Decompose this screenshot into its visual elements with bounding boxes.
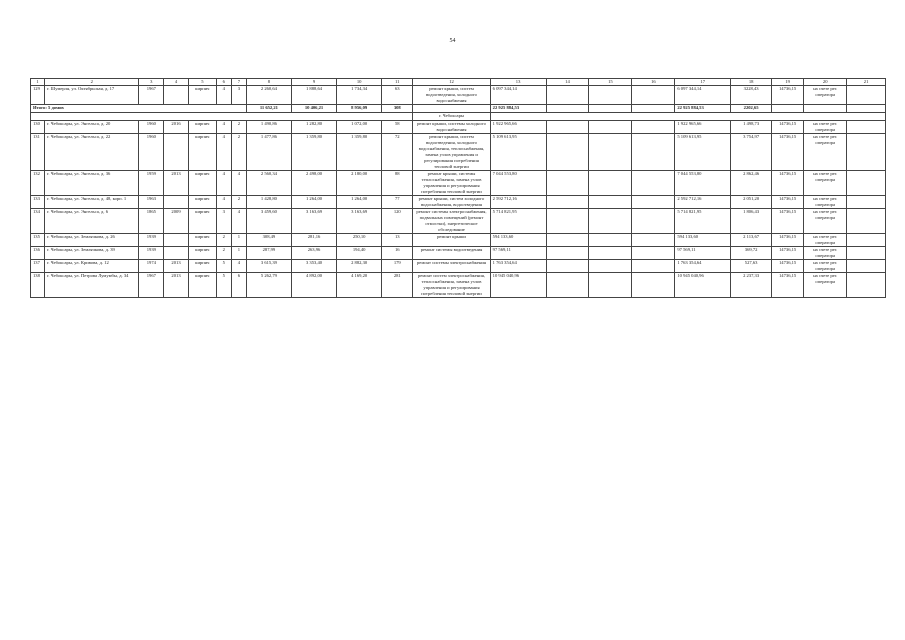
area-private: 194,40 [337,247,382,260]
cost-owners: 5 714 821,95 [675,209,731,234]
limit-cost: 14736,15 [772,273,804,298]
entrances: 2 [231,196,246,209]
limit-cost: 14736,15 [772,247,804,260]
cost-per-m2: 2 113,67 [731,234,772,247]
funding-method: на счете рег. оператора [804,121,847,134]
floors: 4 [216,134,231,171]
area-private: 1 264,00 [337,196,382,209]
table-row-136 [31,247,886,260]
address: г. Чебоксары, ул. Землячкова, д. 26 [44,234,139,247]
cell-14 [546,196,589,209]
area-private: 250,10 [337,234,382,247]
cell-14 [546,247,589,260]
wall-material: кирпич [188,209,216,234]
cell-16 [632,260,675,273]
table-row-135 [31,234,886,247]
column-number: 16 [632,79,675,86]
work-type: ремонт крыши, системы теплоснабжения, замена узлов управления и регулирования потребления тепловой энергии [413,171,490,196]
cost-owners: 2 592 712,16 [675,196,731,209]
entrances: 4 [231,171,246,196]
limit-cost: 14736,15 [772,260,804,273]
cell-16 [632,247,675,260]
address: г. Чебоксары, ул. Энгельса, д. 22 [44,134,139,171]
cost-total: 97 569,11 [490,247,546,260]
cell-16 [632,86,675,105]
work-type: ремонт крыши, систем водоотведения, холодного водоснабжения [413,86,490,105]
limit-cost: 14736,15 [772,234,804,247]
total-area-private: 8 956,09 [337,105,382,113]
entrances: 1 [231,234,246,247]
entrances: 4 [231,260,246,273]
work-type: ремонт систем электроснабжения, теплоснабжения, замена узлов управления и регулирования потребления тепловой энергии [413,273,490,298]
residents: 72 [382,134,413,171]
entrances: 1 [231,247,246,260]
cell-21 [847,196,886,209]
column-number: 12 [413,79,490,86]
year-overhaul: 2013 [164,260,189,273]
cell-14 [546,273,589,298]
table-row-134 [31,209,886,234]
row-number: 132 [31,171,45,196]
cell-15 [589,247,632,260]
area-live: 3 163,69 [291,209,336,234]
year-overhaul: 2009 [164,209,189,234]
wall-material: кирпич [188,247,216,260]
area-live: 1 888,64 [291,86,336,105]
funding-method: на счете рег. оператора [804,134,847,171]
year-built: 1960 [139,134,164,171]
year-overhaul [164,86,189,105]
entrances: 2 [231,121,246,134]
total-residents: 308 [382,105,413,113]
row-number: 135 [31,234,45,247]
area-live: 1 359,80 [291,134,336,171]
area-live: 3 353,40 [291,260,336,273]
city-label: г. Чебоксары [413,113,490,121]
year-overhaul: 2016 [164,121,189,134]
cost-total: 1 763 354,64 [490,260,546,273]
cell-16 [632,121,675,134]
work-type: ремонт системы электроснабжения [413,260,490,273]
address: г. Чебоксары, ул. Энгельса, д. 6 [44,209,139,234]
cost-total: 7 044 553,80 [490,171,546,196]
year-built: 1939 [139,247,164,260]
wall-material: кирпич [188,273,216,298]
cell-15 [589,171,632,196]
work-type: ремонт крыши, систем водоотведения, холодного водоснабжения, теплоснабжения, замена узлов управления и регулирования потребления тепловой энергии [413,134,490,171]
funding-method: на счете рег. оператора [804,171,847,196]
area-total: 3 615,39 [246,260,291,273]
area-total: 2 260,64 [246,86,291,105]
table-row-130 [31,121,886,134]
year-overhaul: 2013 [164,171,189,196]
table-row-133 [31,196,886,209]
work-type: ремонт системы водоотведения [413,247,490,260]
column-number: 9 [291,79,336,86]
cell-14 [546,86,589,105]
column-number: 2 [44,79,139,86]
floors: 4 [216,121,231,134]
floors: 3 [216,209,231,234]
work-type: ремонт крыши [413,234,490,247]
floors: 4 [216,86,231,105]
cell-21 [847,260,886,273]
residents: 77 [382,196,413,209]
wall-material: кирпич [188,86,216,105]
area-private: 4 169,20 [337,273,382,298]
funding-method: на счете рег. оператора [804,247,847,260]
wall-material: кирпич [188,234,216,247]
city-row-left [31,113,413,121]
total-cost-owners: 22 925 884,53 [675,105,731,113]
address: г. Чебоксары, ул. Энгельса, д. 48, корп. 1 [44,196,139,209]
area-private: 1 359,80 [337,134,382,171]
funding-method: на счете рег. оператора [804,260,847,273]
entrances: 3 [231,86,246,105]
column-number: 18 [731,79,772,86]
wall-material: кирпич [188,121,216,134]
floors: 5 [216,260,231,273]
cell-15 [589,209,632,234]
area-total: 1 477,86 [246,134,291,171]
funding-method: на счете рег. оператора [804,86,847,105]
funding-method: на счете рег. оператора [804,196,847,209]
table-row-138 [31,273,886,298]
cell-15 [589,134,632,171]
city-header-row [31,113,886,121]
column-number: 19 [772,79,804,86]
limit-cost: 14736,15 [772,134,804,171]
year-built: 1939 [139,234,164,247]
cost-owners: 6 097 344,14 [675,86,731,105]
area-private: 3 163,69 [337,209,382,234]
cost-owners: 10 945 040,96 [675,273,731,298]
cost-owners: 594 133,60 [675,234,731,247]
cell-21 [847,234,886,247]
address: г. Шумерля, ул. Октябрьская, д. 17 [44,86,139,105]
work-type: ремонт системы электроснабжения, подвальных помещений (ремонт отмостки), энергетическое обследование [413,209,490,234]
cell-16 [632,273,675,298]
cost-owners: 1 922 965,66 [675,121,731,134]
cost-per-m2: 3 754,97 [731,134,772,171]
cost-total: 5 714 821,95 [490,209,546,234]
cell-21 [847,121,886,134]
cost-total: 10 945 040,96 [490,273,546,298]
entrances: 4 [231,209,246,234]
cost-owners: 5 109 613,95 [675,134,731,171]
row-number: 133 [31,196,45,209]
wall-material: кирпич [188,196,216,209]
year-built: 1967 [139,86,164,105]
year-overhaul [164,196,189,209]
cost-per-m2: 527,63 [731,260,772,273]
cell-16 [632,234,675,247]
total-empty-19 [772,105,804,113]
column-number: 3 [139,79,164,86]
area-private: 1 734,34 [337,86,382,105]
total-label: Итого: 5 домов [31,105,247,113]
cost-total: 5 109 613,95 [490,134,546,171]
address: г. Чебоксары, ул. Петрова Лумумбы, д. 34 [44,273,139,298]
area-total: 308,49 [246,234,291,247]
residents: 179 [382,260,413,273]
area-live: 1 264,00 [291,196,336,209]
column-number: 14 [546,79,589,86]
cell-21 [847,247,886,260]
area-private: 2 180,00 [337,171,382,196]
wall-material: кирпич [188,134,216,171]
cost-per-m2: 1 498,73 [731,121,772,134]
year-built: 1960 [139,121,164,134]
area-total: 5 262,79 [246,273,291,298]
cell-14 [546,234,589,247]
column-number: 17 [675,79,731,86]
cost-per-m2: 2 237,33 [731,273,772,298]
year-built: 1967 [139,273,164,298]
table-row-132 [31,171,886,196]
row-number: 130 [31,121,45,134]
cell-15 [589,196,632,209]
column-number: 7 [231,79,246,86]
floors: 5 [216,273,231,298]
residents: 63 [382,86,413,105]
total-row [31,105,886,113]
total-empty-14 [546,105,589,113]
cell-15 [589,273,632,298]
column-number: 21 [847,79,886,86]
cell-16 [632,171,675,196]
floors: 2 [216,247,231,260]
wall-material: кирпич [188,171,216,196]
column-number: 20 [804,79,847,86]
entrances: 2 [231,134,246,171]
cost-per-m2: 2 862,46 [731,171,772,196]
row-number: 129 [31,86,45,105]
cell-21 [847,134,886,171]
address: г. Чебоксары, ул. Энгельса, д. 20 [44,121,139,134]
cost-total: 2 592 712,16 [490,196,546,209]
column-number-row [31,79,886,86]
table-row-131 [31,134,886,171]
capital-repair-table [30,78,886,298]
limit-cost: 14736,15 [772,171,804,196]
year-built: 1865 [139,209,164,234]
table-row-137 [31,260,886,273]
area-total: 287,99 [246,247,291,260]
year-built: 1974 [139,260,164,273]
cell-14 [546,134,589,171]
area-live: 263,96 [291,247,336,260]
row-number: 134 [31,209,45,234]
total-empty-20 [804,105,847,113]
cost-owners: 1 763 354,64 [675,260,731,273]
total-area-live: 10 406,21 [291,105,336,113]
residents: 13 [382,234,413,247]
cost-total: 594 133,60 [490,234,546,247]
total-empty-15 [589,105,632,113]
funding-method: на счете рег. оператора [804,209,847,234]
limit-cost: 14736,15 [772,209,804,234]
cell-14 [546,260,589,273]
residents: 120 [382,209,413,234]
column-number: 10 [337,79,382,86]
page-number: 54 [449,38,456,44]
area-total: 1 490,86 [246,121,291,134]
cell-15 [589,260,632,273]
cost-per-m2: 2 051,20 [731,196,772,209]
cell-15 [589,234,632,247]
total-cost: 22 925 884,53 [490,105,546,113]
cell-16 [632,134,675,171]
cell-21 [847,171,886,196]
column-number: 5 [188,79,216,86]
cell-14 [546,121,589,134]
work-type: ремонт крыши, системы холодного водоснабжения [413,121,490,134]
work-type: ремонт крыши, систем холодного водоснабжения, водоотведения [413,196,490,209]
residents: 16 [382,247,413,260]
address: г. Чебоксары, ул. Кривова, д. 12 [44,260,139,273]
year-overhaul: 2013 [164,273,189,298]
year-overhaul [164,247,189,260]
cell-14 [546,171,589,196]
cost-owners: 7 044 553,80 [675,171,731,196]
column-number: 8 [246,79,291,86]
column-number: 1 [31,79,45,86]
cell-21 [847,273,886,298]
cell-21 [847,209,886,234]
residents: 281 [382,273,413,298]
area-live: 1 282,80 [291,121,336,134]
cost-per-m2: 369,72 [731,247,772,260]
area-total: 3 459,60 [246,209,291,234]
cell-14 [546,209,589,234]
area-live: 281,16 [291,234,336,247]
cell-15 [589,121,632,134]
year-built: 1959 [139,171,164,196]
entrances: 6 [231,273,246,298]
cell-16 [632,209,675,234]
column-number: 15 [589,79,632,86]
city-row-right [490,113,885,121]
area-live: 4 892,00 [291,273,336,298]
cost-total: 6 097 344,14 [490,86,546,105]
area-private: 2 882,30 [337,260,382,273]
limit-cost: 14736,15 [772,196,804,209]
residents: 88 [382,171,413,196]
floors: 4 [216,196,231,209]
area-live: 2 498,00 [291,171,336,196]
row-number: 137 [31,260,45,273]
row-number: 136 [31,247,45,260]
total-empty-21 [847,105,886,113]
cost-owners: 97 569,11 [675,247,731,260]
total-empty-12 [413,105,490,113]
address: г. Чебоксары, ул. Землячкова, д. 39 [44,247,139,260]
year-overhaul [164,134,189,171]
funding-method: на счете рег. оператора [804,234,847,247]
cost-total: 1 922 965,66 [490,121,546,134]
wall-material: кирпич [188,260,216,273]
area-total: 1 428,80 [246,196,291,209]
residents: 58 [382,121,413,134]
cost-per-m2: 3228,43 [731,86,772,105]
area-total: 2 560,34 [246,171,291,196]
cell-21 [847,86,886,105]
row-number: 138 [31,273,45,298]
total-area-total: 11 652,21 [246,105,291,113]
address: г. Чебоксары, ул. Энгельса, д. 36 [44,171,139,196]
column-number: 11 [382,79,413,86]
table-row-129 [31,86,886,105]
year-built: 1963 [139,196,164,209]
column-number: 13 [490,79,546,86]
total-empty-16 [632,105,675,113]
cost-per-m2: 1 806,43 [731,209,772,234]
floors: 2 [216,234,231,247]
limit-cost: 14736,15 [772,86,804,105]
row-number: 131 [31,134,45,171]
area-private: 1 072,00 [337,121,382,134]
year-overhaul [164,234,189,247]
limit-cost: 14736,15 [772,121,804,134]
floors: 4 [216,171,231,196]
column-number: 4 [164,79,189,86]
cell-15 [589,86,632,105]
total-cost-per-m2: 2202,65 [731,105,772,113]
column-number: 6 [216,79,231,86]
cell-16 [632,196,675,209]
funding-method: на счете рег. оператора [804,273,847,298]
